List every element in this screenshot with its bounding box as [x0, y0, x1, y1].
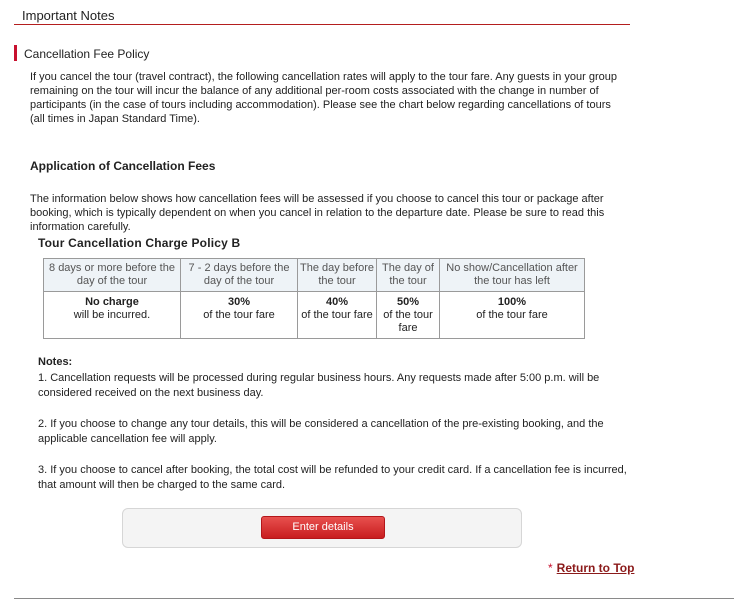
note-item: 3. If you choose to cancel after booking, the total cost will be refunded to your credit card. If a cancellation fee is incurred, that amount will then be charged to the same card. — [38, 464, 627, 491]
fee-value: No charge — [85, 296, 139, 308]
application-paragraph: The information below shows how cancellation fees will be assessed if you choose to cancel this tour or package after booking, which is typically dependent on when you cancel in relation to the departure date. Please be sure to read this information carefully. — [30, 193, 605, 233]
note-item: 2. If you choose to change any tour details, this will be considered a cancellation of the pre-existing booking, and the applicable cancellation fee will apply. — [38, 418, 604, 445]
fee-value: 30% — [227, 296, 251, 308]
table-cell — [181, 292, 298, 339]
fee-note: will be incurred. — [73, 309, 151, 321]
table-header-row — [44, 259, 585, 292]
column-header: No show/Cancellation after the tour has left — [440, 259, 585, 292]
enter-details-button[interactable]: Enter details — [261, 516, 385, 539]
return-to-top — [548, 561, 634, 575]
table-cell — [298, 292, 377, 339]
table-row — [44, 292, 585, 339]
fee-note: of the tour fare — [203, 309, 275, 321]
title-divider — [14, 24, 630, 25]
table-cell — [440, 292, 585, 339]
page-title: Important Notes — [22, 8, 115, 23]
column-header: The day before the tour — [298, 259, 377, 292]
asterisk-marker: * — [548, 561, 553, 575]
column-header: 7 - 2 days before the day of the tour — [181, 259, 298, 292]
return-to-top-link[interactable]: Return to Top — [556, 561, 635, 575]
application-heading: Application of Cancellation Fees — [30, 159, 216, 173]
section-title: Cancellation Fee Policy — [24, 47, 150, 61]
fee-value: 100% — [497, 296, 527, 308]
table-cell — [377, 292, 440, 339]
cancellation-fee-table — [43, 258, 585, 339]
column-header: 8 days or more before the day of the tour — [44, 259, 181, 292]
notes-heading: Notes: — [38, 356, 73, 368]
intro-paragraph: If you cancel the tour (travel contract), the following cancellation rates will apply to the tour fare. Any guests in your group remaining on the tour will incur the balance of any additional per-room costs associated with the change in number of participants (in the case of tours including accommodation). Please see the chart below regarding cancellations of tours (all times in Japan Standard Time). — [30, 71, 617, 125]
fee-note: of the tour fare — [301, 309, 373, 321]
footer-divider — [14, 598, 734, 599]
fee-value: 50% — [396, 296, 420, 308]
section-marker — [14, 45, 17, 61]
column-header: The day of the tour — [377, 259, 440, 292]
fee-note: of the tour fare — [383, 309, 433, 334]
table-cell — [44, 292, 181, 339]
fee-note: of the tour fare — [476, 309, 548, 321]
policy-title: Tour Cancellation Charge Policy B — [38, 236, 241, 250]
note-item: 1. Cancellation requests will be processed during regular business hours. Any requests made after 5:00 p.m. will be considered received on the next business day. — [38, 372, 600, 399]
fee-value: 40% — [325, 296, 349, 308]
